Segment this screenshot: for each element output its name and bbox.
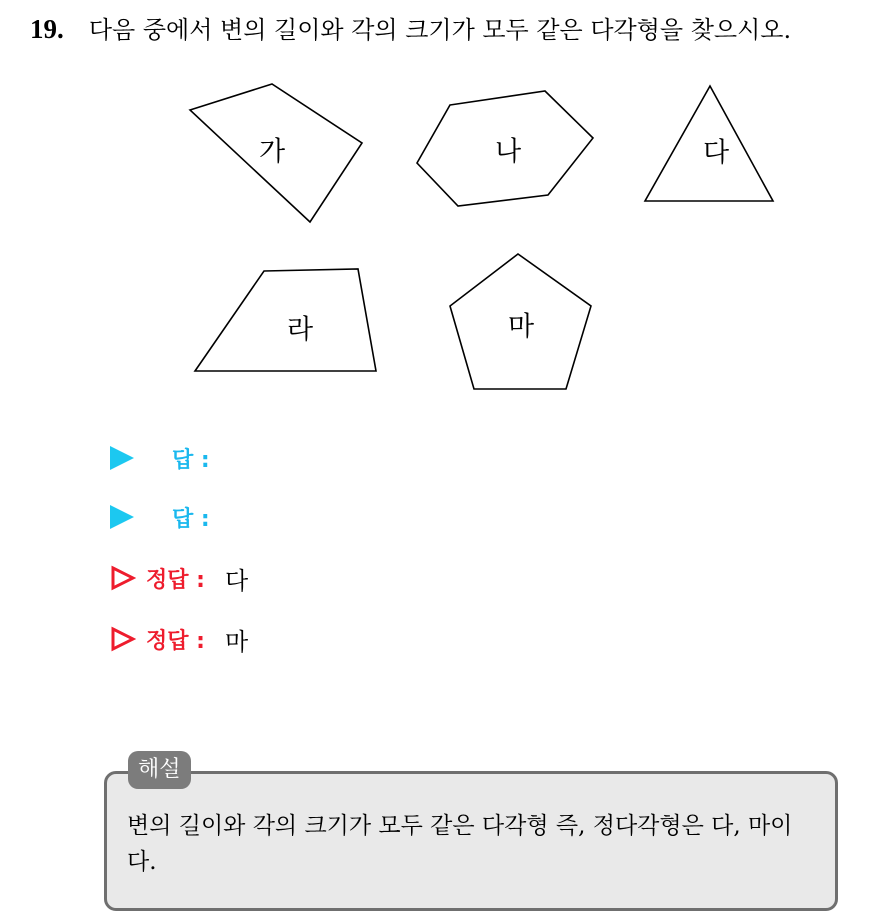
- shape-ma-label: 마: [507, 311, 535, 343]
- shape-ra-outline: [195, 269, 376, 371]
- answer-marker-icon: [110, 446, 134, 470]
- shape-ga-label: 가: [258, 136, 286, 168]
- correct-answer-value: 마: [224, 627, 249, 656]
- correct-answer-row-1: [110, 561, 248, 595]
- answer-label: 답 :: [172, 447, 210, 473]
- correct-answer-label: 정답 :: [146, 567, 205, 593]
- question-number: 19.: [30, 14, 64, 44]
- answer-row-2: [110, 500, 210, 534]
- correct-answer-row-2: [110, 622, 248, 656]
- answer-row-1: [110, 441, 210, 475]
- correct-marker-icon: [110, 626, 136, 652]
- correct-answer-value: 다: [224, 566, 249, 595]
- solution-text: 변의 길이와 각의 크기가 모두 같은 다각형 즉, 정다각형은 다, 마이다.: [127, 813, 793, 875]
- shape-da-label: 다: [702, 137, 730, 169]
- solution-tag: 해설: [128, 751, 191, 789]
- solution-box: [104, 771, 838, 911]
- shape-na-label: 나: [494, 136, 522, 168]
- correct-answer-label: 정답 :: [146, 628, 205, 654]
- answer-marker-icon: [110, 505, 134, 529]
- correct-marker-icon: [110, 565, 136, 591]
- shape-ra-label: 라: [286, 314, 314, 346]
- polygon-figure: [0, 0, 884, 420]
- answer-label: 답 :: [172, 506, 210, 532]
- question-text: 다음 중에서 변의 길이와 각의 크기가 모두 같은 다각형을 찾으시오.: [88, 16, 792, 44]
